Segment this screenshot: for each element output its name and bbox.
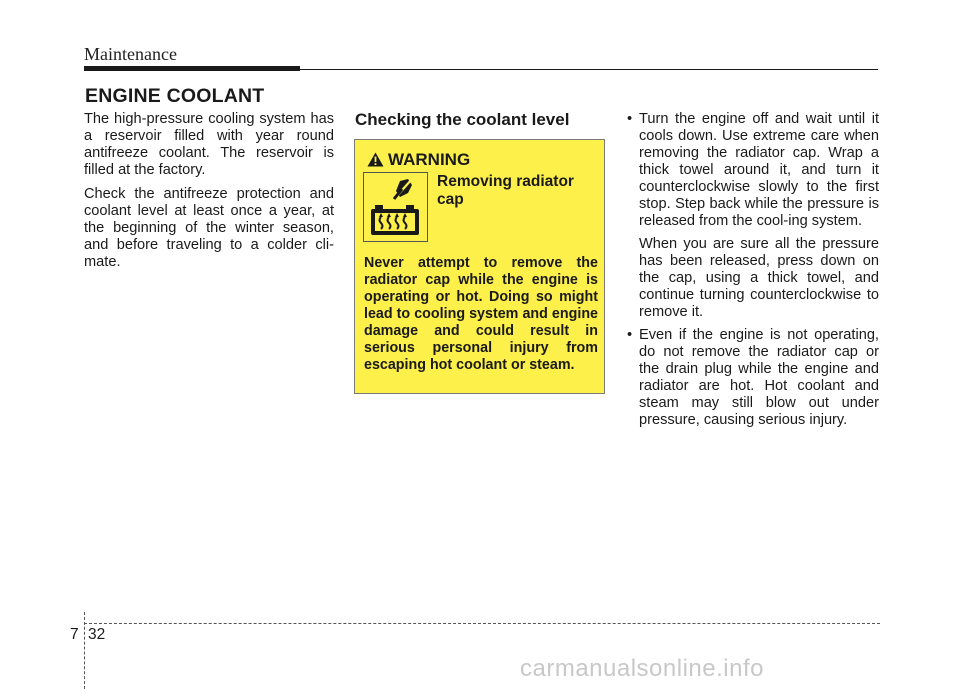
procedure-step-2: • Even if the engine is not operating, do not remove the radiator cap or the drain plug while the engine and radiator are hot. Hot coolant and steam may still blow out under pressure, causing serious injury. [639,327,879,428]
procedure-list [624,111,879,429]
header-rule-thin [300,69,878,71]
warning-triangle-icon [367,152,384,167]
list-item [624,327,879,429]
section-label: Maintenance [84,44,177,64]
radiator-hot-steam-icon [363,172,428,242]
warning-title: WARNING [388,150,471,169]
intro-paragraph-2: Check the antifreeze protection and coolant level at least once a year, at the beginning of the winter season, and before traveling to a colder cli-mate. [84,186,334,270]
subsection-heading: Checking the coolant level [355,110,570,129]
watermark: carmanualsonline.info [520,655,764,682]
warning-subtitle: Removing radiator cap [437,173,574,208]
intro-paragraph-1: The high-pressure cooling system has a reservoir filled with year round antifreeze coolant. The reservoir is filled at the factory. [84,111,334,178]
list-item [624,111,879,321]
footer-crop-line-horizontal [84,623,880,624]
warning-body: Never attempt to remove the radiator cap while the engine is operating or hot. Doing so might lead to cooling system and engine damage and could result in serious personal injury from escaping hot coolant or steam. [364,255,598,373]
procedure-step-1: • Turn the engine off and wait until it cools down. Use extreme care when removing the radiator cap. Wrap a thick towel around it, and turn it counterclockwise slowly to the first stop. Step back while the pressure is released from the cool-ing system. [639,111,879,229]
page-title: ENGINE COOLANT [85,85,265,107]
chapter-number: 7 [70,626,79,643]
warning-box [354,139,605,394]
procedure-step-1-continued: When you are sure all the pressure has been released, press down on the cap, using a thick towel, and continue turning counterclockwise to remove it. [639,236,879,320]
intro-column [84,111,334,278]
header-rule-thick [84,66,300,71]
procedure-column [624,111,879,435]
page-number: 32 [88,626,106,643]
